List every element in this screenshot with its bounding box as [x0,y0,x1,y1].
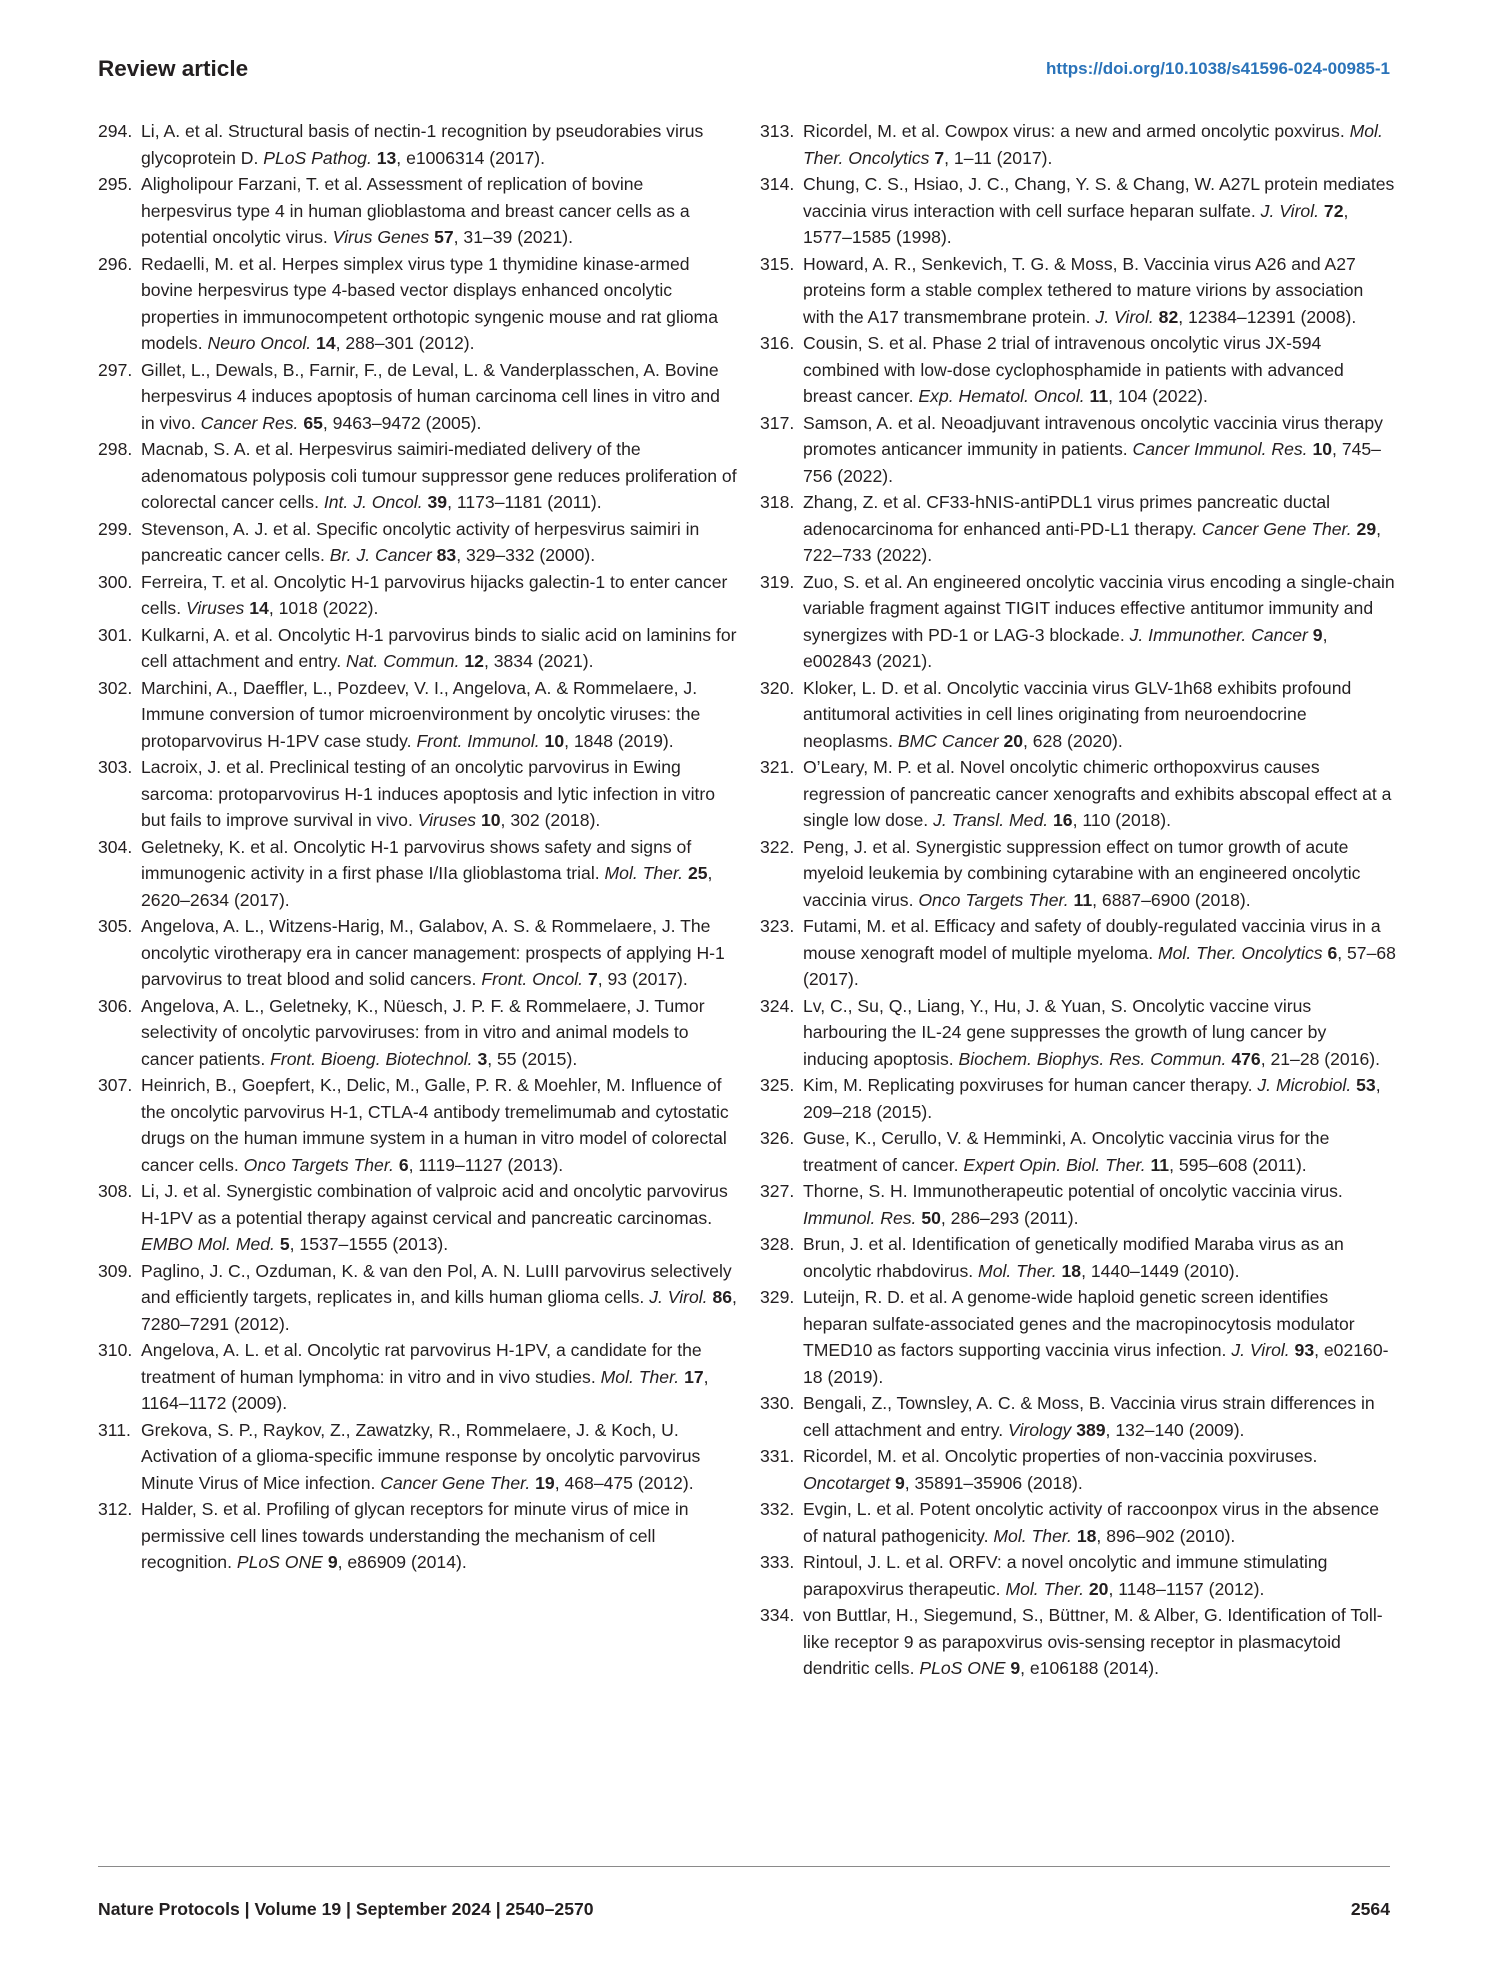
reference-text: Ferreira, T. et al. Oncolytic H-1 parvovirus hijacks galectin-1 to enter cancer cells. [141,571,728,618]
reference-text: , 2620–2634 (2017). [141,863,713,910]
reference-item [760,913,1396,993]
volume-number: 3 [477,1048,488,1069]
reference-number: 297. [98,359,133,380]
volume-number: 10 [1312,439,1333,459]
reference-text: Kloker, L. D. et al. Oncolytic vaccinia virus GLV-1h68 exhibits profound antitumoral activities in cell lines originating from neuroendocrine neoplasms. [803,677,1352,751]
reference-text: , e86909 (2014). [337,1552,467,1572]
reference-number: 304. [98,836,133,857]
references-left-column [98,118,738,1576]
reference-number: 298. [98,439,133,459]
reference-text: Brun, J. et al. Identification of genetically modified Maraba virus as an oncolytic rhabdovirus. [803,1234,1344,1281]
reference-item [98,675,738,755]
reference-text: Halder, S. et al. Profiling of glycan receptors for minute virus of mice in permissive cell lines towards understanding the mechanism of cell recognition. [141,1499,689,1572]
reference-text: Grekova, S. P., Raykov, Z., Zawatzky, R., Rommelaere, J. & Koch, U. Activation of a glioma-specific immune response by oncolytic parvovirus Minute Virus of Mice infection. [141,1419,701,1493]
journal-name: Cancer Gene Ther. [380,1472,531,1493]
reference-number: 315. [760,253,795,274]
reference-number: 330. [760,1393,795,1413]
reference-text: Howard, A. R., Senkevich, T. G. & Moss, B. Vaccinia virus A26 and A27 proteins form a stable complex tethered to mature virions by association with the A17 transmembrane protein. [803,253,1364,327]
journal-name: BMC Cancer [897,730,999,751]
volume-number: 16 [1053,810,1073,830]
journal-name: Mol. Ther. [604,863,684,883]
reference-item [98,834,738,914]
reference-text: Stevenson, A. J. et al. Specific oncolytic activity of herpesvirus saimiri in pancreatic cancer cells. [141,518,700,565]
volume-number: 7 [587,969,598,989]
reference-text: Samson, A. et al. Neoadjuvant intravenous oncolytic vaccinia virus therapy promotes anticancer immunity in patients. [803,412,1383,459]
reference-item [760,834,1396,914]
reference-number: 334. [760,1605,795,1625]
reference-item [760,1443,1396,1496]
reference-text: , 288–301 (2012). [335,333,475,353]
reference-item [98,1072,738,1178]
journal-name: Mol. Ther. [978,1260,1057,1281]
reference-number: 314. [760,174,795,194]
journal-name: Neuro Oncol. [207,333,312,353]
reference-item [98,1178,738,1258]
reference-text: , 1018 (2022). [268,598,379,618]
reference-item [98,1417,738,1497]
reference-number: 327. [760,1181,795,1201]
journal-name: J. Virol. [1095,306,1154,327]
reference-text: , e1006314 (2017). [396,147,545,168]
reference-text: , 286–293 (2011). [940,1207,1079,1228]
reference-number: 316. [760,333,795,353]
reference-text: , e106188 (2014). [1020,1658,1160,1678]
reference-item [98,436,738,516]
reference-text: Zhang, Z. et al. CF33-hNIS-antiPDL1 virus primes pancreatic ductal adenocarcinoma for enhanced anti-PD-L1 therapy. [803,492,1331,539]
reference-text: Guse, K., Cerullo, V. & Hemminki, A. Oncolytic vaccinia virus for the treatment of cancer. [803,1128,1330,1175]
journal-name: J. Immunother. Cancer [1129,624,1308,645]
reference-item [98,1337,738,1417]
reference-item [760,330,1396,410]
journal-name: Virology [1008,1419,1072,1440]
reference-text: , 745–756 (2022). [803,439,1381,486]
reference-number: 300. [98,571,133,592]
reference-text: Angelova, A. L., Geletneky, K., Nüesch, J. P. F. & Rommelaere, J. Tumor selectivity of oncolytic parvoviruses: from in vitro and animal models to cancer patients. [141,995,705,1069]
volume-number: 6 [1327,942,1338,963]
reference-number: 328. [760,1234,795,1254]
reference-text: , 12384–12391 (2008). [1178,306,1357,327]
volume-number: 9 [894,1472,905,1493]
reference-text: , 896–902 (2010). [1096,1525,1236,1546]
reference-item [98,171,738,251]
reference-item [98,993,738,1073]
reference-item [760,1549,1396,1602]
reference-text: Li, J. et al. Synergistic combination of valproic acid and oncolytic parvovirus H-1PV as a potential therapy against cervical and pancreatic carcinomas. [141,1181,728,1228]
reference-item [760,754,1396,834]
reference-text: , 1848 (2019). [564,730,674,751]
journal-name: PLoS ONE [236,1552,323,1572]
journal-name: Oncotarget [803,1472,891,1493]
reference-text: , e002843 (2021). [803,624,1328,671]
volume-number: 39 [427,492,448,512]
reference-number: 294. [98,121,133,141]
volume-number: 12 [464,651,484,671]
reference-text: , 55 (2015). [487,1048,578,1069]
reference-number: 299. [98,518,133,539]
volume-number: 10 [480,810,501,830]
reference-text: , 57–68 (2017). [803,942,1396,989]
reference-number: 302. [98,677,133,698]
volume-number: 7 [934,147,945,168]
volume-number: 19 [535,1472,555,1493]
reference-number: 326. [760,1128,795,1148]
reference-item [760,171,1396,251]
volume-number: 65 [303,412,323,433]
reference-text: Evgin, L. et al. Potent oncolytic activity of raccoonpox virus in the absence of natural pathogenicity. [803,1499,1380,1546]
reference-text: , 104 (2022). [1108,386,1208,406]
reference-item [98,913,738,993]
reference-text: , 1537–1555 (2013). [289,1234,449,1254]
volume-number: 11 [1073,889,1093,910]
reference-item [760,993,1396,1073]
reference-number: 308. [98,1181,133,1201]
reference-text: , 329–332 (2000). [456,545,596,565]
journal-name: Mol. Ther. [600,1366,680,1387]
journal-name: Mol. Ther. [1005,1578,1084,1599]
reference-text: Lacroix, J. et al. Preclinical testing of an oncolytic parvovirus in Ewing sarcoma: protoparvovirus H-1 induces apoptosis and lytic infection in vitro but fails to improve survival in vivo. [141,757,716,830]
reference-text: Peng, J. et al. Synergistic suppression effect on tumor growth of acute myeloid leukemia by combining cytarabine with an engineered oncolytic vaccinia virus. [803,836,1361,910]
volume-number: 13 [376,147,397,168]
reference-text: , 21–28 (2016). [1260,1048,1381,1069]
reference-text: Angelova, A. L., Witzens-Harig, M., Galabov, A. S. & Rommelaere, J. The oncolytic virotherapy era in cancer management: prospects of applying H-1 parvovirus to treat blood and solid cancers. [141,916,725,989]
volume-number: 9 [1312,624,1323,645]
journal-name: Nat. Commun. [346,651,460,671]
reference-text: , 722–733 (2022). [803,518,1382,565]
reference-text: Chung, C. S., Hsiao, J. C., Chang, Y. S. & Chang, W. A27L protein mediates vaccinia virus interaction with cell surface heparan sulfate. [803,174,1395,221]
reference-text: Gillet, L., Dewals, B., Farnir, F., de Leval, L. & Vanderplasschen, A. Bovine herpesvirus 4 induces apoptosis of human carcinoma cell lines in vitro and in vivo. [141,359,720,433]
reference-number: 305. [98,916,133,936]
reference-item [98,1258,738,1338]
volume-number: 9 [327,1552,338,1572]
reference-text: Macnab, S. A. et al. Herpesvirus saimiri-mediated delivery of the adenomatous polyposis coli tumour suppressor gene reduces proliferation of colorectal cancer cells. [141,439,737,512]
reference-item [98,622,738,675]
volume-number: 5 [279,1234,290,1254]
reference-item [98,251,738,357]
reference-text: , 595–608 (2011). [1169,1154,1307,1175]
reference-number: 312. [98,1499,133,1519]
volume-number: 20 [1003,730,1024,751]
reference-number: 318. [760,492,795,512]
reference-item [760,118,1396,171]
journal-name: Front. Immunol. [416,730,540,751]
journal-name: Front. Bioeng. Biotechnol. [270,1048,473,1069]
reference-number: 331. [760,1446,795,1466]
reference-text: Geletneky, K. et al. Oncolytic H-1 parvovirus shows safety and signs of immunogenic activity in a first phase I/IIa glioblastoma trial. [141,836,692,883]
reference-number: 322. [760,836,795,857]
journal-name: Onco Targets Ther. [918,889,1069,910]
journal-name: EMBO Mol. Med. [141,1234,275,1254]
journal-name: Cancer Gene Ther. [1201,518,1352,539]
journal-citation: Nature Protocols | Volume 19 | September 2024 | 2540–2570 [98,1899,594,1919]
reference-text: Heinrich, B., Goepfert, K., Delic, M., Galle, P. R. & Moehler, M. Influence of the oncolytic parvovirus H-1, CTLA-4 antibody tremelimumab and cytostatic drugs on the human immune system in a human in vitro model of colorectal cancer cells. [141,1075,729,1175]
footer-rule [98,1866,1390,1867]
reference-number: 296. [98,253,133,274]
journal-name: Expert Opin. Biol. Ther. [963,1154,1146,1175]
volume-number: 53 [1356,1075,1376,1095]
reference-text: Kim, M. Replicating poxviruses for human cancer therapy. [803,1075,1258,1095]
reference-item [760,1496,1396,1549]
reference-item [98,569,738,622]
reference-item [760,1231,1396,1284]
reference-text: O’Leary, M. P. et al. Novel oncolytic chimeric orthopoxvirus causes regression of pancreatic cancer xenografts and exhibits abscopal effect at a single low dose. [803,757,1392,830]
reference-number: 303. [98,757,133,777]
doi-link[interactable]: https://doi.org/10.1038/s41596-024-00985-1 [1046,59,1390,78]
reference-text: , 1119–1127 (2013). [408,1154,564,1175]
reference-item [760,1072,1396,1125]
journal-name: J. Transl. Med. [933,810,1049,830]
reference-text: Luteijn, R. D. et al. A genome-wide haploid genetic screen identifies heparan sulfate-associated genes and the macropinocytosis modulator TMED10 as factors supporting vaccinia virus infection. [803,1287,1355,1360]
reference-text: , 110 (2018). [1072,810,1172,830]
reference-text: Futami, M. et al. Efficacy and safety of doubly-regulated vaccinia virus in a mouse xenograft model of multiple myeloma. [803,916,1381,963]
reference-text: Paglino, J. C., Ozduman, K. & van den Pol, A. N. LuIII parvovirus selectively and efficiently targets, replicates in, and kills human glioma cells. [141,1260,732,1307]
reference-text: Zuo, S. et al. An engineered oncolytic vaccinia virus encoding a single-chain variable fragment against TIGIT induces effective antitumor immunity and synergizes with PD-1 or LAG-3 blockade. [803,571,1395,645]
journal-name: Mol. Ther. Oncolytics [1157,942,1323,963]
reference-text: , 628 (2020). [1023,730,1123,751]
reference-text: Lv, C., Su, Q., Liang, Y., Hu, J. & Yuan, S. Oncolytic vaccine virus harbouring the IL-24 gene suppresses the growth of lung cancer by inducing apoptosis. [803,995,1327,1069]
reference-text: Thorne, S. H. Immunotherapeutic potential of oncolytic vaccinia virus. [803,1181,1343,1201]
reference-text: , 1173–1181 (2011). [447,492,602,512]
reference-text: Kulkarni, A. et al. Oncolytic H-1 parvovirus binds to sialic acid on laminins for cell attachment and entry. [141,624,737,671]
reference-text: , 1440–1449 (2010). [1081,1260,1240,1281]
reference-text: Redaelli, M. et al. Herpes simplex virus type 1 thymidine kinase-armed bovine herpesvirus type 4-based vector displays enhanced oncolytic properties in immunocompetent orthotopic syngenic mouse and rat glioma models. [141,253,718,353]
reference-text: , 93 (2017). [597,969,688,989]
reference-item [98,516,738,569]
reference-text: , 6887–6900 (2018). [1092,889,1251,910]
volume-number: 14 [316,333,336,353]
volume-number: 6 [398,1154,409,1175]
volume-number: 476 [1231,1048,1261,1069]
reference-text: Bengali, Z., Townsley, A. C. & Moss, B. Vaccinia virus strain differences in cell attachment and entry. [803,1393,1375,1440]
reference-number: 306. [98,995,133,1016]
reference-text: , 302 (2018). [500,810,601,830]
references-right-column [760,118,1396,1682]
volume-number: 18 [1061,1260,1082,1281]
reference-number: 307. [98,1075,133,1095]
reference-number: 319. [760,571,795,592]
reference-text: Cousin, S. et al. Phase 2 trial of intravenous oncolytic virus JX-594 combined with low-dose cyclophosphamide in patients with advanced breast cancer. [803,333,1344,406]
volume-number: 93 [1294,1340,1315,1360]
reference-text: , 1148–1157 (2012). [1108,1578,1265,1599]
journal-name: Mol. Ther. Oncolytics [803,121,1383,168]
reference-item [760,410,1396,490]
journal-name: Immunol. Res. [803,1207,917,1228]
reference-item [760,1390,1396,1443]
reference-item [98,357,738,437]
journal-name: PLoS ONE [919,1658,1006,1678]
section-title: Review article [98,56,249,81]
volume-number: 20 [1088,1578,1109,1599]
volume-number: 9 [1010,1658,1021,1678]
reference-number: 325. [760,1075,795,1095]
journal-name: Cancer Immunol. Res. [1132,439,1308,459]
reference-item [760,1602,1396,1682]
reference-item [760,489,1396,569]
journal-name: J. Virol. [649,1287,708,1307]
volume-number: 83 [436,545,457,565]
journal-name: Virus Genes [332,227,430,247]
volume-number: 18 [1076,1525,1097,1546]
reference-number: 329. [760,1287,795,1307]
reference-number: 317. [760,412,795,433]
reference-item [760,1284,1396,1390]
volume-number: 389 [1076,1419,1106,1440]
reference-text: , 31–39 (2021). [453,227,573,247]
volume-number: 25 [687,863,708,883]
reference-item [760,251,1396,331]
reference-number: 311. [98,1419,131,1440]
reference-number: 310. [98,1340,133,1360]
volume-number: 17 [684,1366,704,1387]
reference-text: Marchini, A., Daeffler, L., Pozdeev, V. I., Angelova, A. & Rommelaere, J. Immune conversion of tumor microenvironment by oncolytic viruses: the protoparvovirus H-1PV case study. [141,677,701,751]
reference-number: 332. [760,1499,795,1519]
reference-text: , 209–218 (2015). [803,1075,1381,1122]
reference-text: , 468–475 (2012). [554,1472,694,1493]
journal-name: Biochem. Biophys. Res. Commun. [958,1048,1227,1069]
reference-text: von Buttlar, H., Siegemund, S., Büttner, M. & Alber, G. Identification of Toll-like receptor 9 as parapoxvirus ovis-sensing receptor in plasmacytoid dendritic cells. [803,1605,1383,1678]
journal-name: Front. Oncol. [481,969,584,989]
reference-text: , 1577–1585 (1998). [803,200,1349,247]
reference-number: 309. [98,1260,133,1281]
reference-number: 324. [760,995,795,1016]
reference-item [98,754,738,834]
volume-number: 10 [544,730,565,751]
volume-number: 72 [1323,200,1344,221]
reference-text: , 1–11 (2017). [944,147,1053,168]
journal-name: PLoS Pathog. [263,147,372,168]
volume-number: 86 [712,1287,733,1307]
reference-text: , 132–140 (2009). [1105,1419,1245,1440]
journal-name: Br. J. Cancer [329,545,432,565]
volume-number: 11 [1150,1154,1170,1175]
journal-name: Cancer Res. [200,412,299,433]
reference-item [760,569,1396,675]
journal-name: J. Microbiol. [1257,1075,1352,1095]
volume-number: 14 [249,598,269,618]
page-header [98,56,1390,86]
volume-number: 11 [1089,386,1109,406]
volume-number: 82 [1158,306,1179,327]
reference-text: , 9463–9472 (2005). [322,412,482,433]
reference-text: , 7280–7291 (2012). [141,1287,737,1334]
journal-name: Viruses [417,810,477,830]
page-footer [98,1899,1390,1925]
reference-item [760,1178,1396,1231]
reference-number: 313. [760,121,795,141]
reference-number: 301. [98,624,133,645]
reference-text: Li, A. et al. Structural basis of nectin-1 recognition by pseudorabies virus glycoprotein D. [141,121,704,168]
reference-number: 295. [98,174,133,194]
reference-text: , 35891–35906 (2018). [904,1472,1083,1493]
reference-item [760,675,1396,755]
reference-text: Ricordel, M. et al. Oncolytic properties of non-vaccinia poxviruses. [803,1446,1318,1466]
reference-number: 333. [760,1552,795,1572]
reference-number: 323. [760,916,795,936]
reference-text: Ricordel, M. et al. Cowpox virus: a new and armed oncolytic poxvirus. [803,121,1350,141]
reference-text: , 3834 (2021). [483,651,594,671]
journal-name: J. Virol. [1231,1340,1290,1360]
journal-name: Int. J. Oncol. [323,492,423,512]
reference-number: 320. [760,677,795,698]
reference-number: 321. [760,757,795,777]
volume-number: 50 [921,1207,941,1228]
reference-text: , 1164–1172 (2009). [141,1366,709,1413]
volume-number: 29 [1356,518,1377,539]
reference-text: Angelova, A. L. et al. Oncolytic rat parvovirus H-1PV, a candidate for the treatment of human lymphoma: in vitro and in vivo studies. [141,1340,702,1387]
reference-text: Aligholipour Farzani, T. et al. Assessment of replication of bovine herpesvirus type 4 in human glioblastoma and breast cancer cells as a potential oncolytic virus. [141,174,690,247]
reference-text: , e02160-18 (2019). [803,1340,1389,1387]
journal-name: Viruses [185,598,245,618]
reference-item [98,1496,738,1576]
page-number: 2564 [1350,1899,1390,1919]
volume-number: 57 [434,227,454,247]
reference-item [98,118,738,171]
reference-item [760,1125,1396,1178]
reference-text: Rintoul, J. L. et al. ORFV: a novel oncolytic and immune stimulating parapoxvirus therapeutic. [803,1552,1328,1599]
journal-name: Exp. Hematol. Oncol. [918,386,1085,406]
journal-name: J. Virol. [1260,200,1320,221]
journal-name: Onco Targets Ther. [243,1154,394,1175]
journal-name: Mol. Ther. [993,1525,1072,1546]
